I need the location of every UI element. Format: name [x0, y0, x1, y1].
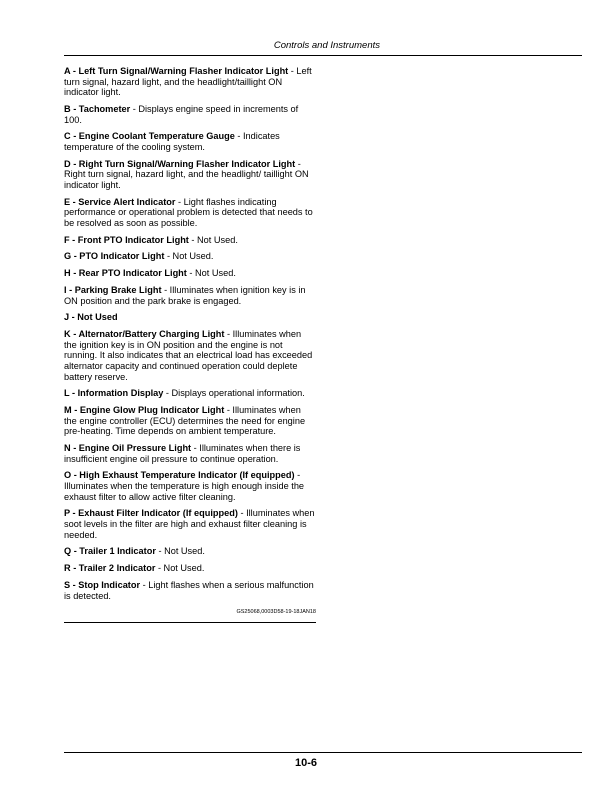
entry-b: [64, 104, 316, 125]
entry-term: C - Engine Coolant Temperature Gauge: [64, 131, 235, 142]
entry-term: N - Engine Oil Pressure Light: [64, 443, 192, 454]
entry-d: [64, 159, 316, 191]
entry-description: - Illuminates when soot levels in the filter are high and exhaust filter cleaning is needed.: [64, 508, 315, 540]
entry-c: [64, 131, 316, 152]
entry-o: [64, 470, 316, 502]
entry-description: - Displays engine speed in increments of 100.: [64, 103, 299, 125]
entry-i: [64, 285, 316, 306]
entry-term: H - Rear PTO Indicator Light: [64, 268, 187, 279]
entry-description: - Indicates temperature of the cooling system.: [64, 131, 280, 152]
entry-g: [64, 251, 316, 262]
entry-n: [64, 443, 316, 464]
entry-term: F - Front PTO Indicator Light: [64, 234, 189, 245]
entry-description: - Illuminates when ignition key is in ON position and the park brake is engaged.: [64, 285, 306, 306]
entry-description: - Illuminates when the engine controller (ECU) determines the need for engine pre-heating. Time depends on ambient temperature.: [64, 405, 306, 437]
entry-m: [64, 405, 316, 437]
entry-h: [64, 268, 316, 279]
running-header: Controls and Instruments: [273, 40, 380, 51]
entry-description: - Left turn signal, hazard light, and the headlight/taillight ON indicator light.: [64, 66, 312, 98]
header-divider: [64, 55, 582, 56]
entry-description: - Not Used.: [164, 251, 214, 262]
indicator-descriptions: [64, 66, 316, 623]
entry-term: O - High Exhaust Temperature Indicator (If equipped): [64, 470, 295, 481]
entry-description: - Light flashes when a serious malfunction is detected.: [64, 579, 314, 601]
entry-description: - Not Used.: [155, 563, 205, 574]
entry-term: G - PTO Indicator Light: [64, 251, 165, 262]
entry-description: - Illuminates when there is insufficient engine oil pressure to continue operation.: [64, 443, 301, 464]
entry-term: B - Tachometer: [64, 103, 131, 114]
entry-term: E - Service Alert Indicator: [64, 196, 176, 207]
entry-term: R - Trailer 2 Indicator: [64, 563, 156, 574]
entry-k: [64, 329, 316, 382]
entry-s: [64, 580, 316, 601]
entry-term: D - Right Turn Signal/Warning Flasher Indicator Light: [64, 158, 296, 169]
entry-term: J - Not Used: [64, 312, 118, 323]
entry-p: [64, 508, 316, 540]
document-reference-code: GS25068,0003D58-19-18JAN18: [64, 607, 316, 623]
entry-term: M - Engine Glow Plug Indicator Light: [64, 405, 225, 416]
entry-description: - Illuminates when the ignition key is in ON position and the engine is not running. It also indicates that an electrical load has exceeded alternator capacity and continued operation could deplete battery reserve.: [64, 329, 313, 382]
entry-term: A - Left Turn Signal/Warning Flasher Indicator Light: [64, 66, 289, 76]
entry-term: S - Stop Indicator: [64, 579, 141, 590]
entry-term: I - Parking Brake Light: [64, 285, 162, 295]
entry-j: [64, 312, 316, 323]
entry-description: - Not Used.: [188, 234, 238, 245]
entry-term: P - Exhaust Filter Indicator (If equipped): [64, 508, 238, 519]
entry-description: - Illuminates when the temperature is high enough inside the exhaust filter to allow active filter cleaning.: [64, 470, 305, 502]
entry-a: [64, 66, 316, 98]
entry-description: - Displays operational information.: [163, 388, 305, 399]
entry-term: K - Alternator/Battery Charging Light: [64, 329, 225, 340]
page-number: 10-6: [294, 757, 318, 769]
footer-divider: [64, 752, 582, 753]
entry-description: - Right turn signal, hazard light, and the headlight/ taillight ON indicator light.: [64, 158, 309, 190]
entry-r: [64, 563, 316, 574]
entry-l: [64, 388, 316, 399]
entry-term: Q - Trailer 1 Indicator: [64, 546, 156, 557]
entry-f: [64, 235, 316, 246]
entry-e: [64, 197, 316, 229]
entry-description: - Light flashes indicating performance or operational problem is detected that needs to be resolved as soon as possible.: [64, 196, 313, 228]
entry-description: - Not Used.: [155, 546, 205, 557]
entry-term: L - Information Display: [64, 388, 164, 399]
entry-description: - Not Used.: [186, 268, 236, 279]
entry-q: [64, 546, 316, 557]
